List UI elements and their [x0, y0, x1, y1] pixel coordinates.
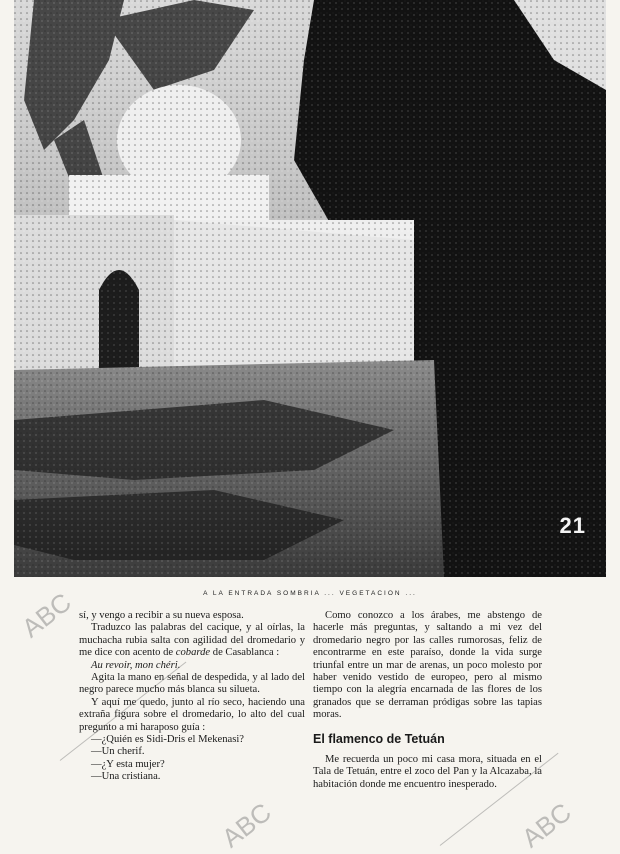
dialogue-line: —¿Y esta mujer?: [91, 758, 165, 770]
watermark: ABC: [216, 796, 277, 854]
paragraph: Traduzco las palabras del cacique, y al oírlas, la muchacha rubia salta con agilidad del dromedario y me dice con acento de cobarde de Casablanca :: [79, 622, 305, 659]
dialogue-line: —Una cristiana.: [91, 771, 161, 783]
paragraph: Agita la mano en señal de despedida, y al lado del negro parece mucho más blanca su silueta.: [79, 672, 305, 696]
article-column-right: [313, 610, 542, 791]
section-heading: El flamenco de Tetuán: [313, 731, 445, 746]
photo-illustration: [14, 0, 606, 577]
dialogue-line: —¿Quién es Sidi-Dris el Mekenasi?: [91, 734, 244, 746]
paragraph: Me recuerda un poco mi casa mora, situada en el Tala de Tetuán, entre el zoco del Pan y la Alcazaba, la habitación donde me encuentro inesperado.: [313, 754, 542, 790]
paragraph-italic: Au revoir, mon chéri.: [91, 659, 181, 671]
article-column-left: [79, 610, 305, 784]
paragraph: sí, y vengo a recibir a su nueva esposa.: [79, 610, 244, 621]
italic-word: cobarde: [175, 647, 211, 659]
watermark: ABC: [16, 586, 77, 644]
page-number: 21: [559, 513, 586, 538]
paragraph: Como conozco a los árabes, me abstengo de hacerle más preguntas, y saltando a mi vez del dromedario negro por las calles rumorosas, feliz de encontrarme en este paraíso, donde la vida surge triunfal entre un mar de arenas, un poco molesto por haber venido vestido de europeo, pero al mismo tiempo con la alegría encarnada de las flores de los granados que se derraman pródigas sobre las tapias moras.: [313, 610, 542, 721]
photo-caption: A LA ENTRADA SOMBRIA ... VEGETACION ...: [203, 590, 417, 597]
watermark: ABC: [516, 796, 577, 854]
domed-building-photo: [14, 0, 606, 577]
dialogue-line: —Un cherif.: [91, 746, 145, 758]
paragraph: Y aquí me quedo, junto al río seco, haciendo una extraña figura sobre el dromedario, lo alto del cual pregunto a mi haraposo guía :: [79, 696, 305, 733]
